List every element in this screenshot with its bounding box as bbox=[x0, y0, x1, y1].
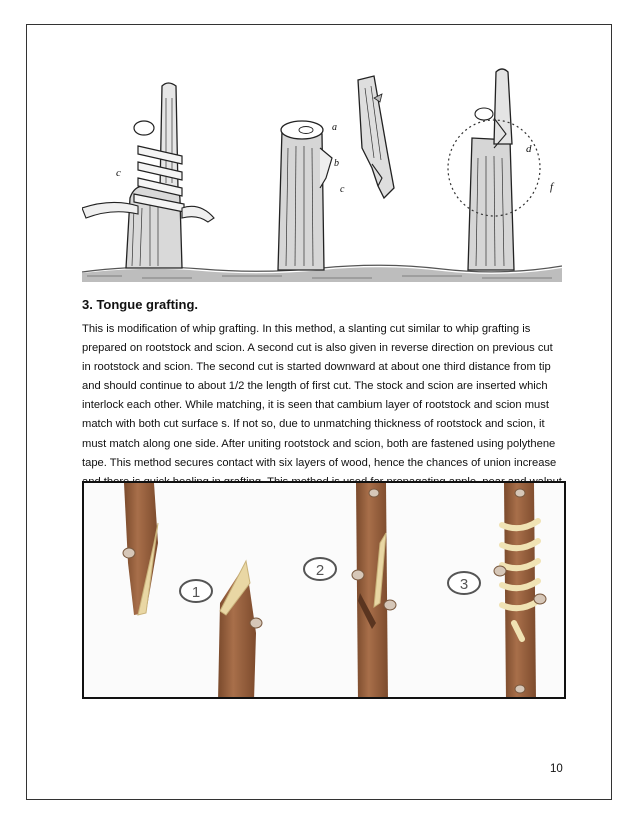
graft-wrapped bbox=[82, 83, 214, 268]
label-c2: c bbox=[340, 184, 345, 195]
scion-piece bbox=[358, 76, 394, 198]
label-b: b bbox=[334, 158, 339, 169]
step-2-label: 2 bbox=[315, 562, 325, 579]
step-2-graft bbox=[352, 483, 396, 699]
step-1-label: 1 bbox=[191, 584, 201, 601]
label-a: a bbox=[332, 122, 337, 133]
label-c1: c bbox=[116, 167, 121, 179]
section-heading: 3. Tongue grafting. bbox=[82, 297, 199, 312]
step-1-scion bbox=[123, 483, 158, 615]
step-1-marker bbox=[180, 580, 212, 602]
tongue-grafting-steps-figure bbox=[82, 481, 566, 699]
label-f: f bbox=[550, 181, 554, 193]
step-2-marker bbox=[304, 558, 336, 580]
graft-stock-cut bbox=[278, 121, 332, 270]
section-paragraph: This is modification of whip grafting. In this method, a slanting cut similar to whip grafting is prepared on rootstock and scion. A second cut is also given in reverse direction on previous cut in rootstock and scion. The second cut is started downward at about one third distance from tip and should continue to about 1/2 the length of first cut. The stock and scion are inserted which interlock each other. While matching, it is seen that cambium layer of rootstock and scion must match with both cut surface s. If not so, due to unmatching thickness of rootstock and scion, it must match along one side. After uniting rootstock and scion, both are fastened using polythene tape. This method secures contact with six layers of wood, hence the chances of union increase bbox=[82, 323, 557, 469]
page-number: 10 bbox=[550, 763, 563, 775]
step-3-marker bbox=[448, 572, 480, 594]
graft-assembled bbox=[448, 69, 540, 270]
steps-illustration bbox=[84, 483, 566, 699]
step-1-stock bbox=[218, 561, 262, 699]
step-3-label: 3 bbox=[459, 576, 469, 593]
label-d: d bbox=[526, 143, 532, 155]
tongue-grafting-engraving bbox=[82, 68, 562, 286]
step-3-graft bbox=[494, 483, 546, 699]
